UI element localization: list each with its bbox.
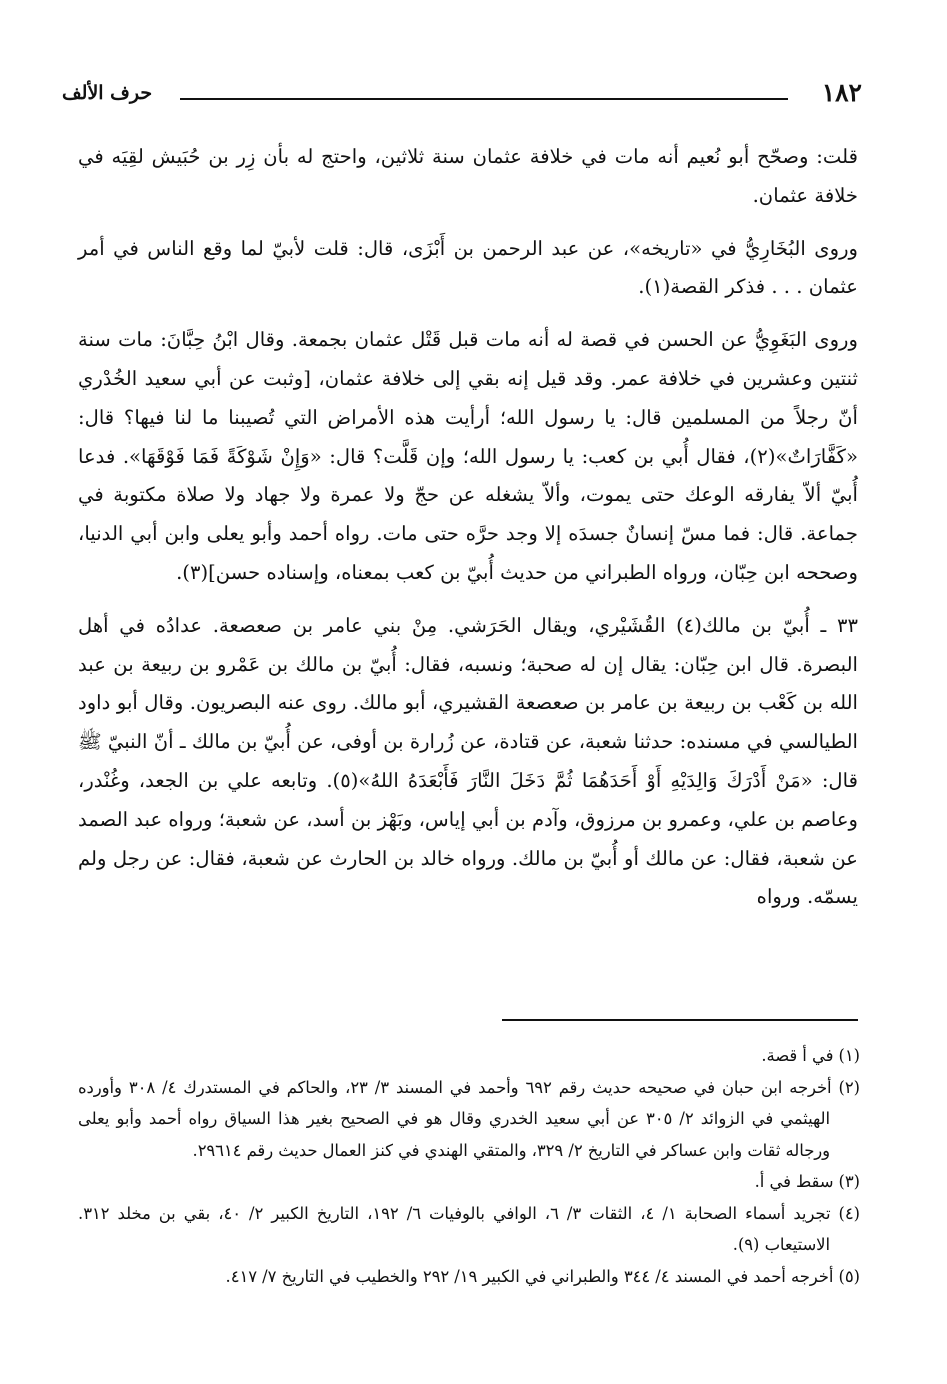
paragraph: ٣٣ ـ أُبيّ بن مالك(٤) القُشَيْري، ويقال الحَرَشي. مِنْ بني عامر بن صعصعة. عدادُه في أهل البصرة. قال ابن حِبّان: يقال إن له صحبة؛ ونسبه، فقال: أُبيّ بن مالك بن عَمْرو بن ربيعة بن عبد الله بن كَعْب بن ربيعة بن عامر بن صعصعة القشيري، أبو مالك. روى عنه البصريون. وقال أبو داود الطيالسي في مسنده: حدثنا شعبة، عن قتادة، عن زُرارة بن أوفى، عن أُبيّ بن مالك ـ أنّ النبيّ ﷺ قال: «مَنْ أَدْرَكَ وَالِدَيْهِ أَوْ أَحَدَهُمَا ثُمَّ دَخَلَ النَّارَ فَأَبْعَدَهُ اللهُ»(٥). وتابعه علي بن الجعد، وغُنْدر، وعاصم بن علي، وعمرو بن مرزوق، وآدم بن أبي إياس، وبَهْز بن أسد، عن شعبة؛ ورواه عبد الصمد عن شعبة، فقال: عن مالك أو أُبيّ بن مالك. ورواه خالد بن الحارث عن شعبة، فقال: عن رجل ولم يسمّه. ورواه bbox=[78, 613, 858, 909]
footnote: (١) في أ قصة. bbox=[761, 1046, 860, 1065]
page-header bbox=[62, 78, 862, 114]
page-number: ١٨٢ bbox=[821, 78, 862, 107]
footnote: (٢) أخرجه ابن حبان في صحيحه حديث رقم ٦٩٢ وأحمد في المسند ٣/ ٢٣، والحاكم في المستدرك ٤/ ٣٠٨ وأورده الهيثمي في الزوائد ٢/ ٣٠٥ عن أبي سعيد الخدري وقال هو في الصحيح بغير هذا السياق رواه أحمد وأبو يعلى ورجاله ثقات وابن عساكر في التاريخ ٢/ ٣٢٩، والمتقي الهندي في كنز العمال حديث رقم ٢٩٦١٤. bbox=[78, 1077, 860, 1160]
footnote-separator bbox=[502, 1019, 858, 1021]
paragraph: وروى البَغَوِيُّ عن الحسن في قصة له أنه مات قبل قَتْل عثمان بجمعة. وقال ابْنُ حِبَّانَ: مات سنة ثنتين وعشرين في خلافة عمر. وقد قيل إنه بقي إلى خلافة عثمان، [وثبت عن أبي سعيد الخُدْري أنّ رجلاً من المسلمين قال: يا رسول الله؛ أرأيت هذه الأمراض التي تُصيبنا ما لنا فيها؟ قال: «كَفَّارَاتٌ»(٢)، فقال أُبي بن كعب: يا رسول الله؛ وإن قَلَّت؟ قال: «وَإِنْ شَوْكَةً فَمَا فَوْقَهَا». فدعا أُبيّ ألاّ يفارقه الوعك حتى يموت، وألاّ يشغله عن حجّ ولا عمرة ولا جهاد ولا صلاة مكتوبة في جماعة. قال: فما مسّ إنسانٌ جسدَه إلا وجد حرَّه حتى مات. رواه أحمد وأبو يعلى وابن أبي الدنيا، وصححه ابن حِبّان، ورواه الطبراني من حديث أُبيّ بن كعب بمعناه، وإسناده حسن](٣). bbox=[78, 328, 858, 584]
footnote: (٥) أخرجه أحمد في المسند ٤/ ٣٤٤ والطبراني في الكبير ١٩/ ٢٩٢ والخطيب في التاريخ ٧/ ٤١٧. bbox=[225, 1266, 860, 1286]
section-title: حرف الألف bbox=[62, 82, 153, 104]
header-rule bbox=[180, 98, 788, 100]
paragraph: قلت: وصحّح أبو نُعيم أنه مات في خلافة عثمان سنة ثلاثين، واحتج له بأن زِر بن حُبَيش لقِيَه في خلافة عثمان. bbox=[78, 145, 858, 207]
footnotes bbox=[78, 1040, 860, 1292]
footnote: (٤) تجريد أسماء الصحابة ١/ ٤، الثقات ٣/ ٦، الوافي بالوفيات ٦/ ١٩٢، التاريخ الكبير ٢/ ٤٠، بقي بن مخلد ٣١٢. الاستيعاب (٩). bbox=[78, 1203, 861, 1254]
footnote: (٣) سقط في أ. bbox=[754, 1172, 860, 1191]
paragraph: وروى البُخَارِيُّ في «تاريخه»، عن عبد الرحمن بن أَبْزَى، قال: قلت لأبيّ لما وقع الناس في أمر عثمان . . . فذكر القصة(١). bbox=[78, 236, 858, 299]
main-text bbox=[78, 138, 858, 931]
